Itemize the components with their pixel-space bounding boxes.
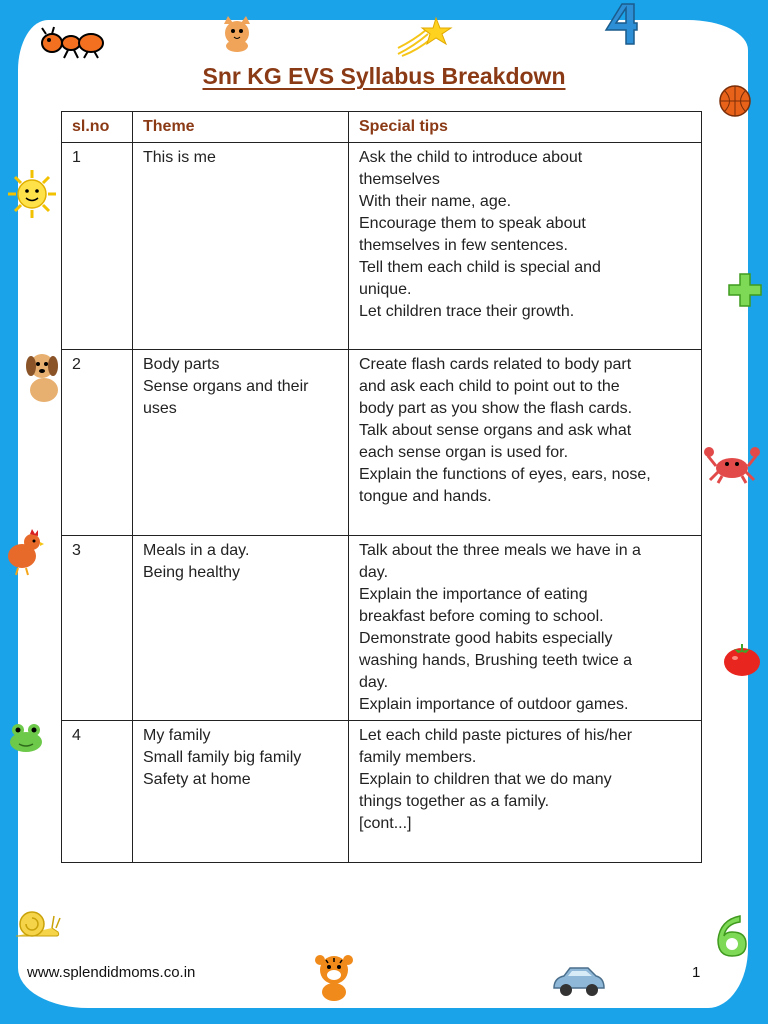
tip-line: Let children trace their growth. [359, 303, 575, 320]
tip-line: With their name, age. [359, 193, 512, 210]
sun-icon [6, 168, 58, 220]
tip-line: day. [359, 564, 389, 581]
tip-line: Let each child paste pictures of his/her [359, 727, 633, 744]
tip-line: Demonstrate good habits especially [359, 630, 613, 647]
tip-line: [cont...] [359, 815, 412, 832]
row-number: 3 [62, 536, 133, 721]
tips-cell [349, 143, 702, 350]
row-number: 4 [62, 721, 133, 863]
hen-icon [2, 528, 44, 576]
theme-cell [133, 721, 349, 863]
frog-icon [6, 720, 46, 754]
tip-line: each sense organ is used for. [359, 444, 569, 461]
tip-line: things together as a family. [359, 793, 550, 810]
tip-line: themselves in few sentences. [359, 237, 568, 254]
tip-line: and ask each child to point out to the [359, 378, 620, 395]
syllabus-table [61, 111, 702, 863]
tip-line: family members. [359, 749, 477, 766]
tip-line: body part as you show the flash cards. [359, 400, 633, 417]
table-row [62, 143, 702, 350]
plus-icon [727, 272, 763, 308]
tomato-icon [722, 640, 762, 678]
cat-icon [218, 14, 256, 52]
tiger-icon [312, 952, 356, 1002]
tip-line: Explain to children that we do many [359, 771, 612, 788]
tip-line: Create flash cards related to body part [359, 356, 632, 373]
tip-line: breakfast before coming to school. [359, 608, 604, 625]
tip-line: tongue and hands. [359, 488, 492, 505]
page-number: 1 [692, 964, 701, 981]
ant-icon [38, 26, 106, 60]
number-4-icon [602, 2, 638, 46]
tip-line: themselves [359, 171, 440, 188]
table-header-row [62, 112, 702, 143]
tip-line: Talk about the three meals we have in a [359, 542, 641, 559]
tip-line: unique. [359, 281, 412, 298]
theme-line: Meals in a day. [143, 542, 250, 559]
star-icon [396, 16, 454, 58]
table-row [62, 721, 702, 863]
footer-website-link[interactable]: www.splendidmoms.co.in [27, 964, 196, 981]
header-theme: Theme [133, 112, 349, 143]
tips-cell [349, 721, 702, 863]
crab-icon [704, 442, 760, 484]
theme-line: uses [143, 400, 177, 417]
tip-line: Ask the child to introduce about [359, 149, 583, 166]
tips-cell [349, 350, 702, 536]
theme-cell [133, 143, 349, 350]
tip-line: day. [359, 674, 389, 691]
snail-icon [12, 902, 62, 940]
theme-line: Small family big family [143, 749, 302, 766]
row-number: 2 [62, 350, 133, 536]
tip-line: Explain the functions of eyes, ears, nose, [359, 466, 651, 483]
row-number: 1 [62, 143, 133, 350]
header-special-tips: Special tips [349, 112, 702, 143]
dog-icon [20, 350, 66, 404]
theme-line: Safety at home [143, 771, 251, 788]
tip-line: Talk about sense organs and ask what [359, 422, 632, 439]
tip-line: washing hands, Brushing teeth twice a [359, 652, 633, 669]
theme-line: Body parts [143, 356, 220, 373]
theme-line: My family [143, 727, 211, 744]
tip-line: Explain importance of outdoor games. [359, 696, 629, 713]
tip-line: Encourage them to speak about [359, 215, 586, 232]
table-row [62, 536, 702, 721]
theme-line: This is me [143, 149, 216, 166]
theme-line: Being healthy [143, 564, 240, 581]
theme-line: Sense organs and their [143, 378, 309, 395]
page-title: Snr KG EVS Syllabus Breakdown [202, 63, 566, 89]
tips-cell [349, 536, 702, 721]
header-sl-no: sl.no [62, 112, 133, 143]
theme-cell [133, 536, 349, 721]
table-row [62, 350, 702, 536]
theme-cell [133, 350, 349, 536]
car-icon [550, 962, 606, 1000]
tip-line: Explain the importance of eating [359, 586, 588, 603]
tip-line: Tell them each child is special and [359, 259, 601, 276]
number-6-icon [710, 912, 754, 960]
